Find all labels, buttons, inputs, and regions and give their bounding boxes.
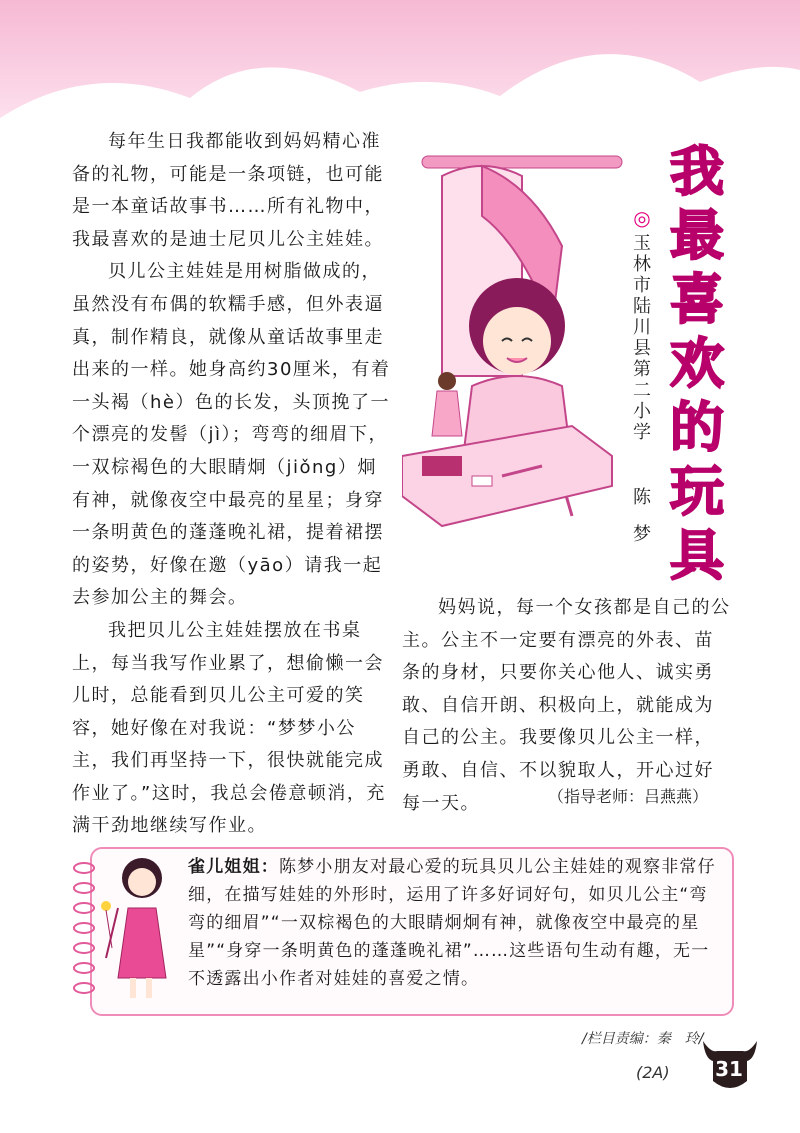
- girl-with-doll-illustration: [402, 126, 642, 576]
- fairy-girl-illustration: [100, 848, 180, 1008]
- title-char: 的: [670, 396, 724, 459]
- article-title: [662, 140, 732, 588]
- paragraph-1: 每年生日我都能收到妈妈精心准备的礼物，可能是一条项链，也可能是一本童话故事书……所有礼物中，我最喜欢的是迪士尼贝儿公主娃娃。: [72, 131, 384, 250]
- column-editor: /栏目责编：秦 玲/: [582, 1031, 704, 1047]
- title-char: 玩: [670, 460, 724, 523]
- ring-icon: ◎: [633, 206, 651, 230]
- title-char: 具: [670, 524, 724, 587]
- paragraph-3: 我把贝儿公主娃娃摆放在书桌上，每当我写作业累了，想偷懒一会儿时，总能看到贝儿公主可爱的笑容，她好像在对我说：“梦梦小公主，我们再坚持一下，很快就能完成作业了。”这时，我总会倦意顿消，充满干劲地继续写作业。: [72, 619, 386, 837]
- author-byline: [622, 208, 662, 545]
- school-char: 市: [633, 275, 651, 296]
- title-char: 我: [670, 140, 724, 203]
- school-char: 小: [633, 401, 651, 422]
- comment-speaker: 雀儿姐姐：: [188, 857, 279, 877]
- author-name-char: 梦: [633, 524, 651, 545]
- teacher-credit: （指导老师：吕燕燕）: [548, 787, 709, 806]
- article-body-left: [72, 126, 392, 843]
- page-number: 31: [715, 1057, 743, 1081]
- school-char: 第: [633, 359, 651, 380]
- title-char: 最: [670, 204, 724, 267]
- comment-text: [188, 853, 716, 993]
- paragraph-2: 贝儿公主娃娃是用树脂做成的，虽然没有布偶的软糯手感，但外表逼真，制作精良，就像从童话故事里走出来的一样。她身高约30厘米，有着一头褐（hè）色的长发，头顶挽了一个漂亮的发髻（jì）；弯弯的细眉下，一双棕褐色的大眼睛炯（jiǒng）炯有神，就像夜空中最亮的星星；身穿一条明黄色的蓬蓬晚礼裙，提着裙摆的姿势，好像在邀（yāo）请我一起去参加公主的舞会。: [72, 261, 391, 609]
- issue-mark: (2A): [636, 1063, 670, 1082]
- school-char: 县: [633, 338, 651, 359]
- school-char: 玉: [633, 233, 651, 254]
- school-char: 二: [633, 380, 651, 401]
- header-cloud-background: [0, 0, 800, 130]
- paragraph-4: 妈妈说，每一个女孩都是自己的公主。公主不一定要有漂亮的外表、苗条的身材，只要你关心他人、诚实勇敢、自信开朗、积极向上，就能成为自己的公主。我要像贝儿公主一样，勇敢、自信、不以貌取人，开心过好每一天。: [402, 597, 731, 814]
- school-char: 林: [633, 254, 651, 275]
- title-char: 欢: [670, 332, 724, 395]
- school-char: 学: [633, 422, 651, 443]
- comment-body: 陈梦小朋友对最心爱的玩具贝儿公主娃娃的观察非常仔细，在描写娃娃的外形时，运用了许多好词好句，如贝儿公主“弯弯的细眉”“一双棕褐色的大眼睛炯炯有神，就像夜空中最亮的星星”“身穿一条明黄色的蓬蓬晚礼裙”……这些语句生动有趣，无一不透露出小作者对娃娃的喜爱之情。: [188, 857, 716, 989]
- author-name-char: 陈: [633, 487, 651, 508]
- school-char: 川: [633, 317, 651, 338]
- school-char: 陆: [633, 296, 651, 317]
- title-char: 喜: [670, 268, 724, 331]
